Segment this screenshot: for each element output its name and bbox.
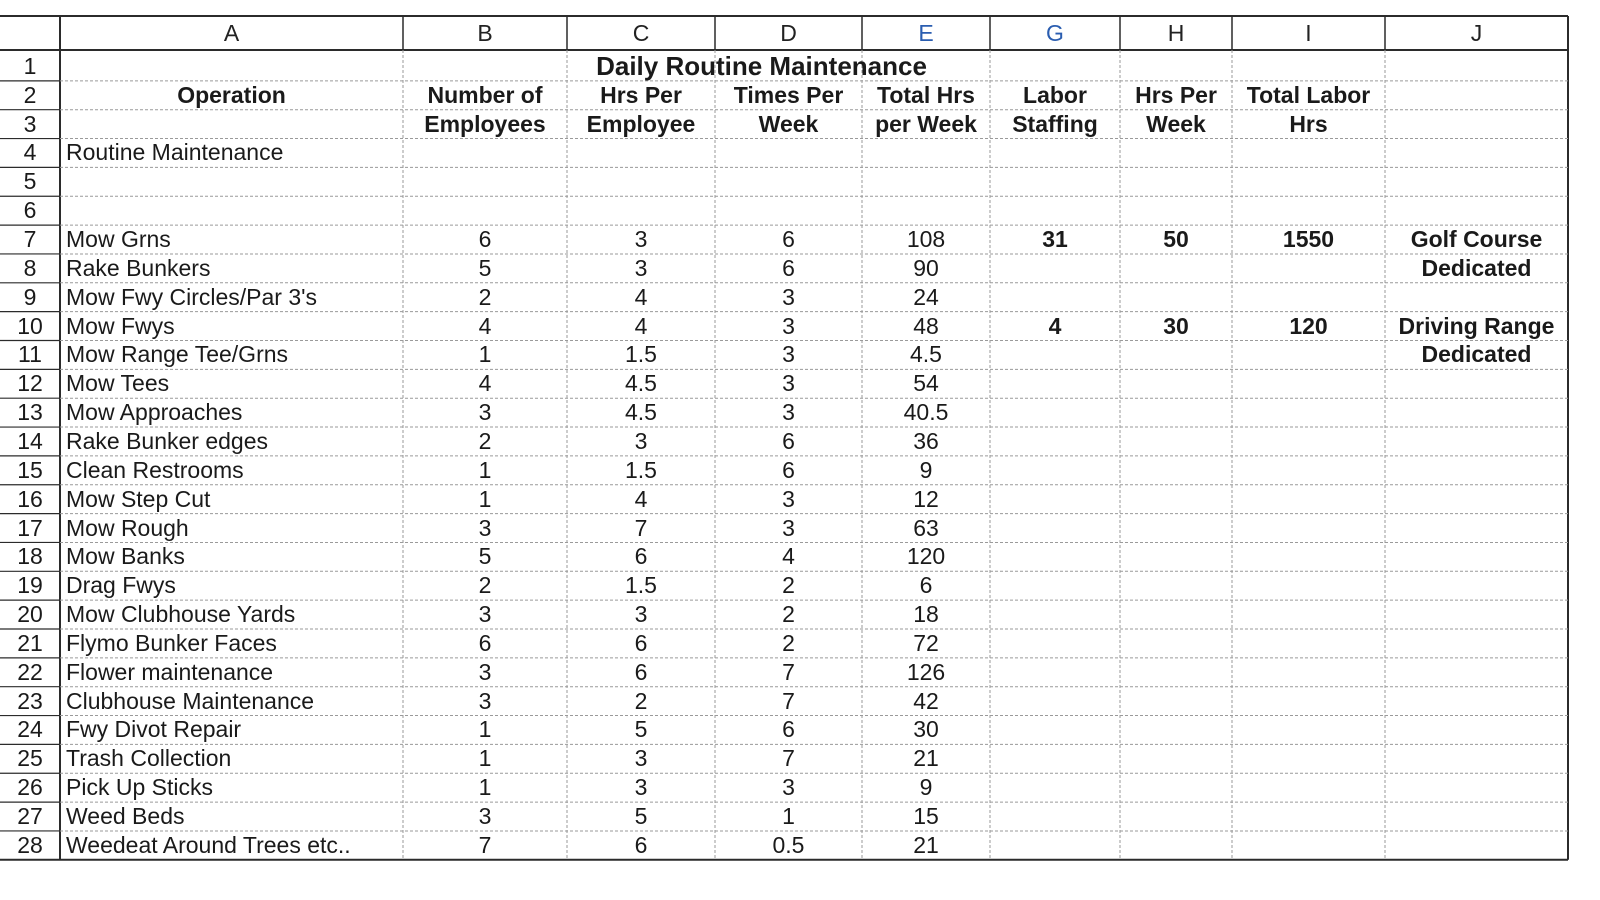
operation-cell[interactable]: Mow Clubhouse Yards	[66, 601, 296, 628]
hrs-per-employee-cell[interactable]: 1.5	[625, 341, 657, 368]
operation-cell[interactable]: Clean Restrooms	[66, 456, 244, 483]
labor-staffing-cell[interactable]: 31	[1042, 226, 1068, 253]
header-b-line2[interactable]: Employees	[424, 110, 546, 137]
header-h-line1[interactable]: Hrs Per	[1135, 81, 1217, 108]
row-header[interactable]: 15	[17, 456, 43, 483]
employees-cell[interactable]: 1	[478, 745, 492, 772]
total-hrs-cell[interactable]: 21	[913, 831, 939, 858]
hrs-per-employee-cell[interactable]: 5	[634, 716, 648, 743]
hrs-per-week-cell[interactable]: 30	[1163, 312, 1189, 339]
operation-cell[interactable]: Weed Beds	[66, 803, 185, 830]
hrs-per-employee-cell[interactable]: 4	[634, 485, 648, 512]
operation-cell[interactable]: Mow Banks	[66, 543, 185, 570]
sheet-title[interactable]: Daily Routine Maintenance	[596, 51, 927, 82]
times-per-week-cell[interactable]: 3	[782, 312, 795, 339]
row-header[interactable]: 8	[23, 254, 37, 281]
employees-cell[interactable]: 3	[478, 514, 492, 541]
operation-cell[interactable]: Mow Fwy Circles/Par 3's	[66, 283, 318, 310]
row-header[interactable]: 18	[17, 543, 43, 570]
column-header-c[interactable]: C	[632, 19, 650, 46]
row-header[interactable]: 1	[23, 52, 37, 79]
dedication-note[interactable]: Driving Range	[1398, 312, 1555, 339]
employees-cell[interactable]: 4	[478, 312, 492, 339]
column-header-j[interactable]: J	[1470, 19, 1483, 46]
times-per-week-cell[interactable]: 6	[782, 254, 795, 281]
hrs-per-employee-cell[interactable]: 6	[634, 543, 648, 570]
header-e-line1[interactable]: Total Hrs	[877, 81, 975, 108]
times-per-week-cell[interactable]: 3	[782, 341, 795, 368]
employees-cell[interactable]: 6	[478, 226, 492, 253]
hrs-per-employee-cell[interactable]: 2	[634, 687, 648, 714]
employees-cell[interactable]: 3	[478, 601, 492, 628]
hrs-per-employee-cell[interactable]: 6	[634, 831, 648, 858]
operation-cell[interactable]: Rake Bunker edges	[66, 427, 269, 454]
times-per-week-cell[interactable]: 6	[782, 226, 795, 253]
header-d-line1[interactable]: Times Per	[733, 81, 844, 108]
row-header[interactable]: 4	[23, 139, 37, 166]
row-header[interactable]: 11	[18, 341, 42, 368]
times-per-week-cell[interactable]: 3	[782, 485, 795, 512]
total-hrs-cell[interactable]: 21	[913, 745, 939, 772]
operation-cell[interactable]: Pick Up Sticks	[66, 774, 213, 801]
operation-cell[interactable]: Mow Fwys	[66, 312, 175, 339]
times-per-week-cell[interactable]: 1	[782, 803, 795, 830]
operation-cell[interactable]: Weedeat Around Trees etc..	[66, 831, 351, 858]
total-hrs-cell[interactable]: 63	[913, 514, 939, 541]
employees-cell[interactable]: 2	[478, 427, 492, 454]
hrs-per-employee-cell[interactable]: 4	[634, 312, 648, 339]
total-hrs-cell[interactable]: 54	[913, 370, 939, 397]
total-hrs-cell[interactable]: 36	[913, 427, 939, 454]
operation-cell[interactable]: Mow Step Cut	[66, 485, 211, 512]
employees-cell[interactable]: 4	[478, 370, 492, 397]
row-header[interactable]: 17	[17, 514, 43, 541]
row-header[interactable]: 23	[17, 687, 43, 714]
row-header[interactable]: 20	[17, 601, 43, 628]
hrs-per-employee-cell[interactable]: 3	[634, 254, 648, 281]
times-per-week-cell[interactable]: 3	[782, 399, 795, 426]
employees-cell[interactable]: 1	[478, 716, 492, 743]
hrs-per-week-cell[interactable]: 50	[1163, 226, 1189, 253]
total-hrs-cell[interactable]: 48	[913, 312, 939, 339]
times-per-week-cell[interactable]: 3	[782, 514, 795, 541]
employees-cell[interactable]: 5	[478, 543, 492, 570]
employees-cell[interactable]: 5	[478, 254, 492, 281]
header-c-line2[interactable]: Employee	[586, 110, 696, 137]
dedication-note[interactable]: Dedicated	[1421, 341, 1532, 368]
total-hrs-cell[interactable]: 126	[906, 658, 946, 685]
row-header[interactable]: 28	[17, 831, 43, 858]
hrs-per-employee-cell[interactable]: 6	[634, 658, 648, 685]
row-header[interactable]: 22	[17, 658, 43, 685]
times-per-week-cell[interactable]: 6	[782, 427, 795, 454]
operation-cell[interactable]: Clubhouse Maintenance	[66, 687, 315, 714]
header-g-line1[interactable]: Labor	[1023, 81, 1087, 108]
employees-cell[interactable]: 6	[478, 629, 492, 656]
employees-cell[interactable]: 3	[478, 803, 492, 830]
operation-cell[interactable]: Mow Range Tee/Grns	[66, 341, 289, 368]
operation-cell[interactable]: Rake Bunkers	[66, 254, 211, 281]
header-g-line2[interactable]: Staffing	[1012, 110, 1098, 137]
total-hrs-cell[interactable]: 108	[906, 226, 946, 253]
header-i-line1[interactable]: Total Labor	[1246, 81, 1371, 108]
times-per-week-cell[interactable]: 7	[782, 687, 795, 714]
total-hrs-cell[interactable]: 30	[913, 716, 939, 743]
header-e-line2[interactable]: per Week	[875, 110, 977, 137]
hrs-per-employee-cell[interactable]: 5	[634, 803, 648, 830]
total-labor-cell[interactable]: 1550	[1282, 226, 1335, 253]
hrs-per-employee-cell[interactable]: 4.5	[625, 370, 657, 397]
hrs-per-employee-cell[interactable]: 6	[634, 629, 648, 656]
column-header-e[interactable]: E	[918, 19, 934, 46]
hrs-per-employee-cell[interactable]: 3	[634, 427, 648, 454]
total-hrs-cell[interactable]: 42	[913, 687, 939, 714]
total-hrs-cell[interactable]: 9	[919, 456, 933, 483]
employees-cell[interactable]: 3	[478, 399, 492, 426]
operation-cell[interactable]: Mow Grns	[66, 226, 171, 253]
times-per-week-cell[interactable]: 7	[782, 658, 795, 685]
hrs-per-employee-cell[interactable]: 3	[634, 226, 648, 253]
row-header[interactable]: 9	[23, 283, 37, 310]
row-header[interactable]: 5	[23, 168, 37, 195]
operation-cell[interactable]: Mow Approaches	[66, 399, 243, 426]
employees-cell[interactable]: 3	[478, 658, 492, 685]
hrs-per-employee-cell[interactable]: 4.5	[625, 399, 657, 426]
total-labor-cell[interactable]: 120	[1289, 312, 1328, 339]
total-hrs-cell[interactable]: 24	[913, 283, 939, 310]
employees-cell[interactable]: 1	[478, 341, 492, 368]
hrs-per-employee-cell[interactable]: 4	[634, 283, 648, 310]
employees-cell[interactable]: 1	[478, 774, 492, 801]
operation-cell[interactable]: Fwy Divot Repair	[66, 716, 242, 743]
hrs-per-employee-cell[interactable]: 3	[634, 601, 648, 628]
row-header[interactable]: 13	[17, 399, 43, 426]
column-header-g[interactable]: G	[1046, 19, 1064, 46]
row-header[interactable]: 25	[17, 745, 43, 772]
times-per-week-cell[interactable]: 6	[782, 716, 795, 743]
operation-cell[interactable]: Flymo Bunker Faces	[66, 629, 277, 656]
row-header[interactable]: 3	[23, 110, 37, 137]
times-per-week-cell[interactable]: 2	[782, 601, 795, 628]
total-hrs-cell[interactable]: 120	[906, 543, 946, 570]
column-header-h[interactable]: H	[1167, 19, 1185, 46]
row-header[interactable]: 27	[17, 803, 43, 830]
times-per-week-cell[interactable]: 6	[782, 456, 795, 483]
labor-staffing-cell[interactable]: 4	[1048, 312, 1062, 339]
operation-cell[interactable]: Mow Tees	[66, 370, 170, 397]
times-per-week-cell[interactable]: 2	[782, 572, 795, 599]
hrs-per-employee-cell[interactable]: 3	[634, 745, 648, 772]
row-header[interactable]: 14	[17, 427, 43, 454]
total-hrs-cell[interactable]: 4.5	[910, 341, 942, 368]
total-hrs-cell[interactable]: 6	[919, 572, 933, 599]
operation-cell[interactable]: Flower maintenance	[66, 658, 274, 685]
operation-cell[interactable]: Drag Fwys	[66, 572, 176, 599]
row-header[interactable]: 16	[17, 485, 43, 512]
section-label[interactable]: Routine Maintenance	[66, 139, 284, 166]
header-i-line2[interactable]: Hrs	[1289, 110, 1328, 137]
employees-cell[interactable]: 7	[478, 831, 492, 858]
total-hrs-cell[interactable]: 18	[913, 601, 939, 628]
hrs-per-employee-cell[interactable]: 3	[634, 774, 648, 801]
row-header[interactable]: 26	[17, 774, 43, 801]
row-header[interactable]: 6	[23, 197, 37, 224]
column-header-a[interactable]: A	[223, 19, 240, 46]
row-header[interactable]: 19	[17, 572, 43, 599]
employees-cell[interactable]: 1	[478, 485, 492, 512]
hrs-per-employee-cell[interactable]: 1.5	[625, 456, 657, 483]
total-hrs-cell[interactable]: 90	[913, 254, 939, 281]
times-per-week-cell[interactable]: 3	[782, 370, 795, 397]
row-header[interactable]: 12	[17, 370, 43, 397]
employees-cell[interactable]: 1	[478, 456, 492, 483]
total-hrs-cell[interactable]: 40.5	[903, 399, 949, 426]
employees-cell[interactable]: 2	[478, 283, 492, 310]
total-hrs-cell[interactable]: 12	[913, 485, 939, 512]
hrs-per-employee-cell[interactable]: 7	[634, 514, 648, 541]
row-header[interactable]: 7	[23, 226, 37, 253]
hrs-per-employee-cell[interactable]: 1.5	[625, 572, 657, 599]
times-per-week-cell[interactable]: 3	[782, 774, 795, 801]
column-header-d[interactable]: D	[780, 19, 797, 46]
header-c-line1[interactable]: Hrs Per	[600, 81, 682, 108]
times-per-week-cell[interactable]: 2	[782, 629, 795, 656]
total-hrs-cell[interactable]: 72	[913, 629, 939, 656]
row-header[interactable]: 24	[17, 716, 43, 743]
dedication-note[interactable]: Dedicated	[1421, 254, 1532, 281]
header-h-line2[interactable]: Week	[1146, 110, 1206, 137]
employees-cell[interactable]: 2	[478, 572, 492, 599]
employees-cell[interactable]: 3	[478, 687, 492, 714]
total-hrs-cell[interactable]: 15	[913, 803, 939, 830]
times-per-week-cell[interactable]: 3	[782, 283, 795, 310]
column-header-i[interactable]: I	[1305, 19, 1312, 46]
times-per-week-cell[interactable]: 7	[782, 745, 795, 772]
dedication-note[interactable]: Golf Course	[1410, 226, 1543, 253]
operation-cell[interactable]: Mow Rough	[66, 514, 189, 541]
times-per-week-cell[interactable]: 0.5	[772, 831, 805, 858]
header-d-line2[interactable]: Week	[758, 110, 819, 137]
times-per-week-cell[interactable]: 4	[782, 543, 795, 570]
operation-cell[interactable]: Trash Collection	[66, 745, 232, 772]
total-hrs-cell[interactable]: 9	[919, 774, 933, 801]
header-b-line1[interactable]: Number of	[427, 81, 543, 108]
row-header[interactable]: 21	[17, 629, 43, 656]
row-header[interactable]: 10	[17, 312, 43, 339]
column-header-b[interactable]: B	[477, 19, 493, 46]
header-a-line1[interactable]: Operation	[177, 81, 286, 108]
row-header[interactable]: 2	[23, 81, 37, 108]
